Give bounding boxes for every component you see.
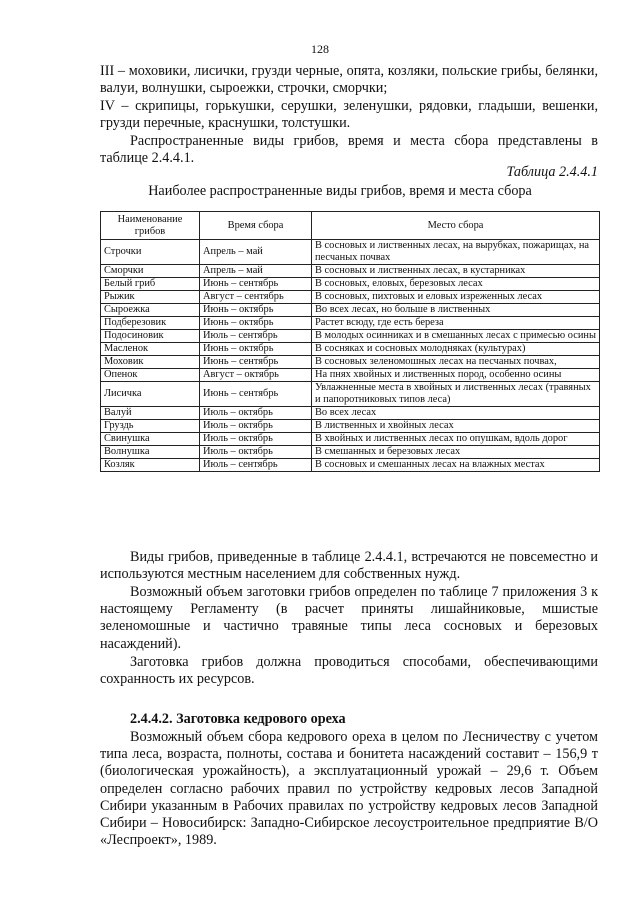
table-row	[101, 343, 600, 356]
cell-mushroom-name: Лисичка	[101, 382, 200, 407]
cell-harvest-place: В хвойных и лиственных лесах по опушкам, вдоль дорог	[312, 433, 600, 446]
table-row	[101, 265, 600, 278]
cell-harvest-place: В сосновых, еловых, березовых лесах	[312, 278, 600, 291]
table-row	[101, 356, 600, 369]
table-row	[101, 240, 600, 265]
table-caption: Таблица 2.4.4.1	[506, 164, 598, 180]
cell-harvest-time: Август – сентябрь	[200, 291, 312, 304]
cell-mushroom-name: Подосиновик	[101, 330, 200, 343]
table-header-row	[101, 212, 600, 240]
table-row	[101, 304, 600, 317]
table-row	[101, 407, 600, 420]
table-row	[101, 433, 600, 446]
table-row	[101, 278, 600, 291]
paragraph-species-note: Виды грибов, приведенные в таблице 2.4.4.1, встречаются не повсеместно и используются местным населением для собственных нужд.	[100, 549, 598, 583]
cell-mushroom-name: Масленок	[101, 343, 200, 356]
paragraph-harvest-method: Заготовка грибов должна проводиться способами, обеспечивающими сохранность их ресурсов.	[100, 654, 598, 688]
cell-harvest-time: Июль – октябрь	[200, 407, 312, 420]
cell-harvest-place: В сосняках и сосновых молодняках (культурах)	[312, 343, 600, 356]
cell-harvest-place: В сосновых, пихтовых и еловых изреженных лесах	[312, 291, 600, 304]
table-row	[101, 291, 600, 304]
cell-mushroom-name: Строчки	[101, 240, 200, 265]
cell-mushroom-name: Белый гриб	[101, 278, 200, 291]
cell-harvest-time: Июнь – сентябрь	[200, 278, 312, 291]
cell-harvest-time: Август – октябрь	[200, 369, 312, 382]
cell-harvest-place: В лиственных и хвойных лесах	[312, 420, 600, 433]
cell-harvest-place: Увлажненные места в хвойных и лиственных лесах (травяных и папоротниковых типов леса)	[312, 382, 600, 407]
cell-mushroom-name: Груздь	[101, 420, 200, 433]
section-heading: 2.4.4.2. Заготовка кедрового ореха	[130, 711, 346, 727]
table-title: Наиболее распространенные виды грибов, время и места сбора	[148, 183, 532, 199]
cell-mushroom-name: Валуй	[101, 407, 200, 420]
cell-mushroom-name: Сыроежка	[101, 304, 200, 317]
mushroom-table	[100, 211, 600, 472]
cell-harvest-place: Во всех лесах	[312, 407, 600, 420]
cell-harvest-time: Июнь – октябрь	[200, 343, 312, 356]
cell-harvest-time: Апрель – май	[200, 265, 312, 278]
cell-harvest-time: Июнь – сентябрь	[200, 382, 312, 407]
cell-harvest-place: В сосновых и лиственных лесах, в кустарниках	[312, 265, 600, 278]
cell-harvest-time: Июль – октябрь	[200, 420, 312, 433]
table-row	[101, 382, 600, 407]
cell-mushroom-name: Сморчки	[101, 265, 200, 278]
table-row	[101, 317, 600, 330]
cell-harvest-place: В смешанных и березовых лесах	[312, 446, 600, 459]
cell-harvest-time: Июль – октябрь	[200, 433, 312, 446]
cell-harvest-time: Июль – сентябрь	[200, 330, 312, 343]
cell-harvest-time: Июль – октябрь	[200, 446, 312, 459]
paragraph-group-iv: IV – скрипицы, горькушки, серушки, зеленушки, рядовки, гладыши, вешенки, грузди перечные, краснушки, толстушки.	[100, 98, 598, 132]
cell-harvest-place: Растет всюду, где есть береза	[312, 317, 600, 330]
table-row	[101, 369, 600, 382]
page-number: 128	[311, 42, 329, 56]
cell-mushroom-name: Подберезовик	[101, 317, 200, 330]
cell-harvest-place: В сосновых и смешанных лесах на влажных местах	[312, 459, 600, 472]
cell-harvest-time: Июнь – сентябрь	[200, 356, 312, 369]
cell-mushroom-name: Опенок	[101, 369, 200, 382]
cell-mushroom-name: Козляк	[101, 459, 200, 472]
paragraph-cedar-nut: Возможный объем сбора кедрового ореха в целом по Лесничеству с учетом типа леса, возраста, полноты, состава и бонитета насаждений составит – 156,9 т (биологическая урожайность), а эксплуатационный урожай – 29,6 т. Объем определен согласно рабочих правил по устройству кедровых лесов Западной Сибири указанным в Рабочих правилах по устройству кедровых лесов Западной Сибири – Новосибирск: Западно-Сибирское лесоустроительное предприятие В/О «Леспроект», 1989.	[100, 729, 598, 849]
cell-mushroom-name: Свинушка	[101, 433, 200, 446]
cell-harvest-place: Во всех лесах, но больше в лиственных	[312, 304, 600, 317]
cell-harvest-time: Июнь – октябрь	[200, 317, 312, 330]
header-place: Место сбора	[312, 212, 600, 240]
table-row	[101, 446, 600, 459]
header-name: Наименование грибов	[101, 212, 200, 240]
table-row	[101, 420, 600, 433]
cell-harvest-time: Апрель – май	[200, 240, 312, 265]
table-body	[101, 240, 600, 472]
cell-harvest-time: Июнь – октябрь	[200, 304, 312, 317]
cell-mushroom-name: Моховик	[101, 356, 200, 369]
paragraph-group-iii: III – моховики, лисички, грузди черные, опята, козляки, польские грибы, белянки, валуи, волнушки, сыроежки, строчки, сморчки;	[100, 63, 598, 97]
header-time: Время сбора	[200, 212, 312, 240]
cell-mushroom-name: Волнушка	[101, 446, 200, 459]
cell-harvest-place: В молодых осинниках и в смешанных лесах с примесью осины	[312, 330, 600, 343]
table-row	[101, 330, 600, 343]
cell-mushroom-name: Рыжик	[101, 291, 200, 304]
cell-harvest-place: В сосновых зеленомошных лесах на песчаных почвах,	[312, 356, 600, 369]
paragraph-table-intro: Распространенные виды грибов, время и места сбора представлены в таблице 2.4.4.1.	[100, 133, 598, 167]
table-row	[101, 459, 600, 472]
cell-harvest-time: Июль – сентябрь	[200, 459, 312, 472]
cell-harvest-place: В сосновых и лиственных лесах, на вырубках, пожарищах, на песчаных почвах	[312, 240, 600, 265]
paragraph-harvest-volume: Возможный объем заготовки грибов определен по таблице 7 приложения 3 к настоящему Регламенту (в расчет приняты лишайниковые, мшистые зеленомошные и частично травяные типы леса сосновых и березовых насаждений).	[100, 584, 598, 652]
cell-harvest-place: На пнях хвойных и лиственных пород, особенно осины	[312, 369, 600, 382]
